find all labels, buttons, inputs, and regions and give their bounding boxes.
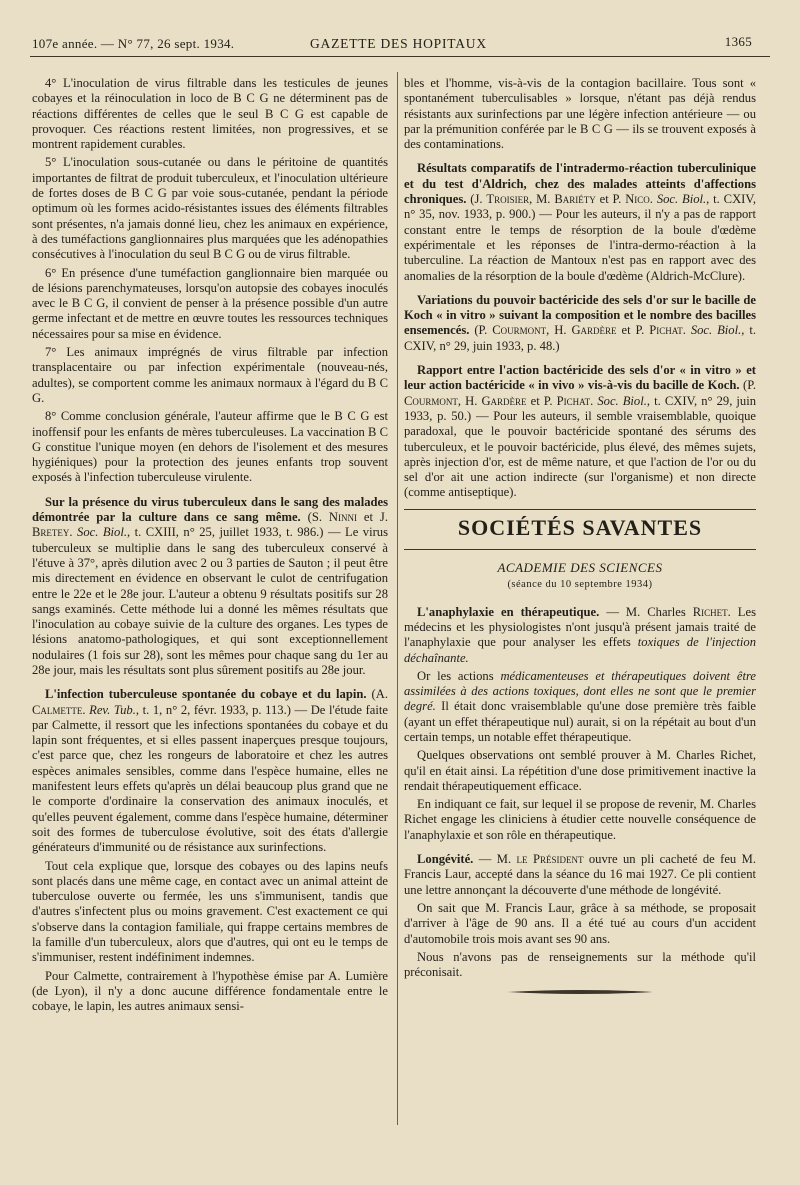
author-name: Ninni bbox=[328, 510, 357, 525]
author-name: Pichat bbox=[649, 323, 683, 338]
conclusion-7: 7° Les animaux imprégnés de virus filtrable par infection transplacentaire ou par infection expérimentale (nouveau-nés, adultes), se comportent comme les animaux normaux à l'égard du B C G. bbox=[32, 345, 388, 405]
ref-text: (P. bbox=[469, 323, 493, 338]
academy-heading: ACADEMIE DES SCIENCES bbox=[497, 560, 663, 576]
author-name: Bretey bbox=[32, 525, 70, 540]
ref-text: et P. bbox=[526, 393, 557, 408]
ref-text: (P. bbox=[739, 378, 756, 393]
article-body: — Pour les auteurs, il n'y a pas de rapport constant entre le temps de résorption de la boule d'œdème expérimentale et les réponses de l'intra-dermo-réaction à la tuberculine. La réaction de Mantoux n'est pas en rapport avec des anomalies de la résorption de la boule d'œdème (Aldrich-McClure). bbox=[404, 207, 756, 283]
article-anaphylaxie bbox=[404, 605, 756, 666]
ref-text: , t. CXIII, n° 25, juillet 1933, t. 986.) bbox=[126, 525, 324, 540]
article-title: Sur la présence du virus tuberculeux dans le sang des malades démontrée par la culture dans ce sang même. bbox=[32, 494, 388, 525]
author-name: Nico bbox=[625, 192, 650, 207]
ref-text: , t. 1, n° 2, févr. 1933, p. 113.) bbox=[135, 702, 291, 717]
ref-text: . bbox=[69, 525, 78, 540]
author-name: Calmette bbox=[32, 702, 83, 717]
ref-text: . bbox=[590, 393, 598, 408]
conclusion-6: 6° En présence d'une tuméfaction ganglionnaire bien marquée ou de lésions parenchymateuses, lorsqu'on autopsie des cobayes inoculés avec le B C G, il convient de penser à la présence possible d'un autre germe infectant et de mettre en œuvre toutes les ressources techniques nécessaires pour sa mise en évidence. bbox=[32, 265, 388, 341]
ref-text: , H. bbox=[546, 323, 572, 338]
article-paragraph: Tout cela explique que, lorsque des cobayes ou des lapins neufs sont placés dans une même cage, en contact avec un animal atteint de tuberculose ouverte ou fermée, les uns s'immunisent, tandis que d'autres s'infectent plus ou moins gravement. C'est exactement ce qui s'observe dans la contagion familiale, qui frappe certains membres de la famille d'un tuberculeux, alors que d'autres, qui ont eu le temps de s'immuniser, restent indéfiniment indemnes. bbox=[32, 858, 388, 965]
section-rule-top bbox=[404, 509, 756, 510]
page-number: 1365 bbox=[724, 34, 752, 49]
author-name: Pichat bbox=[556, 393, 591, 408]
ref-text: . bbox=[82, 702, 90, 717]
article-body: — Le virus tuberculeux se multiplie dans le sang des tuberculeux conservé à l'étuve à 37°, après dilution avec 2 ou 3 parties de Sauton ; il peut être mis directement en évidence en observant le culot de centrifugation entre le 22e et le 28e jour. L'auteur a obtenu 9 résultats positifs sur 28 sangs examinés. Cette méthode lui a donné les mêmes résultats que l'inoculation au cobaye suivie de la culture des organes. Les types de lésions anatomo-pathologiques, et qui sont exceptionnellement nodulaires (1 fois sur 28), sont les mêmes pour chaque sang du 1er au 28e jour, mais les résultats sont plus sûrement positifs au 28e jour. bbox=[32, 525, 388, 677]
ref-text: , t. CXIV, n° 29, juin 1933, p. 50.) bbox=[404, 393, 756, 423]
ref-text: , t. CXIV, n° 29, juin 1933, p. 48.) bbox=[404, 323, 756, 353]
article-paragraph bbox=[404, 669, 756, 745]
journal-title: GAZETTE DES HOPITAUX bbox=[310, 36, 487, 51]
issue-info: 107e année. — N° 77, 26 sept. 1934. bbox=[32, 36, 235, 51]
author-name: Gardère bbox=[571, 323, 617, 338]
body-text: Il était donc vraisemblable qu'une dose première très faible (ayant un effet thérapeutique nul) aurait, si on la répétait au bout d'un certain temps, un notable effet thérapeutique. bbox=[404, 699, 756, 744]
italic-text: médicamenteuses et thérapeutiques doivent être assimilées à des actions toxiques, dont elles ne sont que le premier degré. bbox=[404, 668, 756, 714]
article-body: ouvre un pli cacheté de feu M. Francis Laur, accepté dans la séance du 16 mai 1927. Ce pli contient une lettre annonçant la découverte d'une méthode de longévité. bbox=[404, 852, 756, 897]
author-name: Gardère bbox=[481, 393, 527, 408]
ref-text: et P. bbox=[616, 323, 650, 338]
article-title: L'infection tuberculeuse spontanée du cobaye et du lapin. bbox=[45, 687, 367, 702]
ref-text: — M. bbox=[473, 852, 517, 867]
italic-text: toxiques de l'injection déchaînante. bbox=[404, 635, 756, 665]
ref-text: , M. bbox=[529, 192, 555, 207]
article-sels-or-vivo bbox=[404, 363, 756, 501]
ref-text: et J. bbox=[357, 510, 388, 525]
article-title: Résultats comparatifs de l'intradermo-réaction tuberculinique et du test d'Aldrich, chez des malades atteints d'affections chroniques. bbox=[404, 161, 756, 207]
article-paragraph: Quelques observations ont semblé prouver à M. Charles Richet, qu'il en était ainsi. La répétition d'une dose primitivement inactive la rendait thérapeutiquement efficace. bbox=[404, 748, 756, 793]
author-name: Courmont bbox=[492, 323, 547, 338]
ornament-rule-icon bbox=[505, 987, 655, 997]
article-intradermo bbox=[404, 161, 756, 283]
ref-text: — M. Charles bbox=[599, 604, 693, 619]
article-paragraph: On sait que M. Francis Laur, grâce à sa méthode, se proposait d'arriver à l'âge de 90 ans. Il a été tué au cours d'un accident d'automobile trois mois avant ses 90 ans. bbox=[404, 900, 756, 946]
article-virus-sang bbox=[32, 495, 388, 679]
journal-name: Soc. Biol. bbox=[656, 192, 707, 207]
ref-text: , H. bbox=[457, 393, 482, 408]
ref-text: (A. bbox=[366, 687, 388, 702]
article-title: Rapport entre l'action bactéricide des sels d'or « in vitro » et leur action bactéricide « in vivo » vis-à-vis du bacille de Koch. bbox=[404, 363, 756, 393]
section-rule-bottom bbox=[404, 549, 756, 550]
conclusion-5: 5° L'inoculation sous-cutanée ou dans le péritoine de quantités importantes de filtrat de produit tuberculeux, et l'inoculation ultérieure de fortes doses de B C G par voie sous-cutanée, pendant la période optimum où les formes acido-résistantes issues des éléments filtrables sont présentes, n'a jamais donné lieu, chez les animaux en expérience, à des tuméfactions ganglionnaires plus marquées que les adénopathies consécutives à l'inoculation du seul B C G ou de virus filtrable. bbox=[32, 155, 388, 262]
ref-text: (J. bbox=[466, 192, 487, 207]
article-paragraph: Nous n'avons pas de renseignements sur la méthode qu'il préconisait. bbox=[404, 949, 756, 980]
article-body: . Les médecins et les physiologistes n'ont jusqu'à présent jamais traité de l'anaphylaxie que pour analyser les effets bbox=[404, 604, 756, 650]
journal-name: Soc. Biol. bbox=[77, 525, 127, 540]
header-rule bbox=[30, 56, 770, 57]
article-title: Variations du pouvoir bactéricide des sels d'or sur le bacille de Koch « in vitro » suivant la composition et le nombre des bacilles ensemencés. bbox=[404, 292, 756, 338]
author-name: Richet bbox=[692, 604, 728, 619]
ref-text: (S. bbox=[300, 510, 329, 525]
session-date: (séance du 10 septembre 1934) bbox=[507, 579, 653, 591]
article-body: — Pour les auteurs, il semble vraisemblable, quoique paradoxal, que le pouvoir bactéricide spontané des sérums des tuberculeux, et le pouvoir bactéricide, plus élevé, des mêmes sujets, après injection d'or, est de même nature, et que l'action de l'or ou du sel d'or ait une action indirecte (sur l'organisme) et non directe (comme antiseptique). bbox=[404, 408, 757, 500]
ref-text: . bbox=[649, 192, 657, 207]
section-title: SOCIÉTÉS SAVANTES bbox=[457, 514, 703, 540]
article-paragraph: En indiquant ce fait, sur lequel il se propose de revenir, M. Charles Richet engage les cliniciens à étudier cette nouvelle conséquence de l'anaphylaxie et son rôle en thérapeutique. bbox=[404, 797, 756, 842]
ref-text: , t. CXIV, n° 35, nov. 1933, p. 900.) bbox=[404, 192, 756, 222]
article-body: — De l'étude faite par Calmette, il ressort que les infections spontanées du cobaye et du lapin sont fréquentes, et si elles passent inaperçues presque toujours, c'est parce que, chez les rongeurs de laboratoire et chez les autres espèces animales sensibles, comme dans l'espèce humaine, elles ne manifestent leurs effets qu'après un délai beaucoup plus grand que ne le comporte d'ordinaire la conservation des animaux inoculés, et qu'elles peuvent également, comme dans l'espèce humaine, déterminer soit des formes de tuberculose évolutive, soit des états d'allergie générateurs d'immunité ou de résistance aux surinfections. bbox=[32, 702, 388, 855]
ref-text: . bbox=[682, 323, 691, 338]
ref-text: et P. bbox=[595, 192, 626, 207]
article-sels-or-vitro bbox=[404, 293, 756, 354]
journal-name: Rev. Tub. bbox=[89, 702, 136, 717]
journal-name: Soc. Biol. bbox=[690, 323, 742, 338]
left-column bbox=[32, 76, 388, 1018]
author-name: le Président bbox=[516, 852, 584, 867]
author-name: Courmont bbox=[404, 393, 458, 408]
article-longevite bbox=[404, 852, 756, 898]
article-title: Longévité. bbox=[417, 852, 474, 867]
article-paragraph: Pour Calmette, contrairement à l'hypothèse émise par A. Lumière (de Lyon), il n'y a donc aucune différence fondamentale entre le cobaye, le lapin, les autres animaux sensi- bbox=[32, 968, 388, 1014]
journal-name: Soc. Biol. bbox=[597, 393, 647, 408]
article-infection-spontanee bbox=[32, 687, 388, 855]
article-title: L'anaphylaxie en thérapeutique. bbox=[417, 604, 600, 619]
conclusion-4: 4° L'inoculation de virus filtrable dans les testicules de jeunes cobayes et la réinoculation in loco de B C G ne déterminent pas de réactions différentes de celles que le seul B C G est capable de provoquer. Ces réactions restent limitées, non progressives, et se montrent rapidement curables. bbox=[32, 76, 388, 152]
end-ornament bbox=[404, 986, 756, 1001]
column-divider bbox=[397, 72, 398, 1125]
author-name: Bariéty bbox=[554, 192, 596, 207]
body-text: Or les actions bbox=[417, 668, 501, 683]
article-continuation: bles et l'homme, vis-à-vis de la contagion bacillaire. Tous sont « spontanément tuberculisables » lorsque, n'étant pas déjà rendus résistants aux surinfections par une légère infection antérieure — ou par la prémunition conférée par le B C G — ils se trouvent exposés à des contaminations. bbox=[404, 76, 756, 152]
conclusion-8: 8° Comme conclusion générale, l'auteur affirme que le B C G est inoffensif pour les enfants de mères tuberculeuses. La vaccination B C G constitue l'unique moyen (en dehors de l'isolement et des mesures hygiéniques) pour la protection des jeunes enfants trop souvent exposés à l'infection tuberculeuse virulente. bbox=[32, 409, 388, 485]
right-column bbox=[404, 76, 756, 1002]
author-name: Troisier bbox=[486, 192, 530, 207]
